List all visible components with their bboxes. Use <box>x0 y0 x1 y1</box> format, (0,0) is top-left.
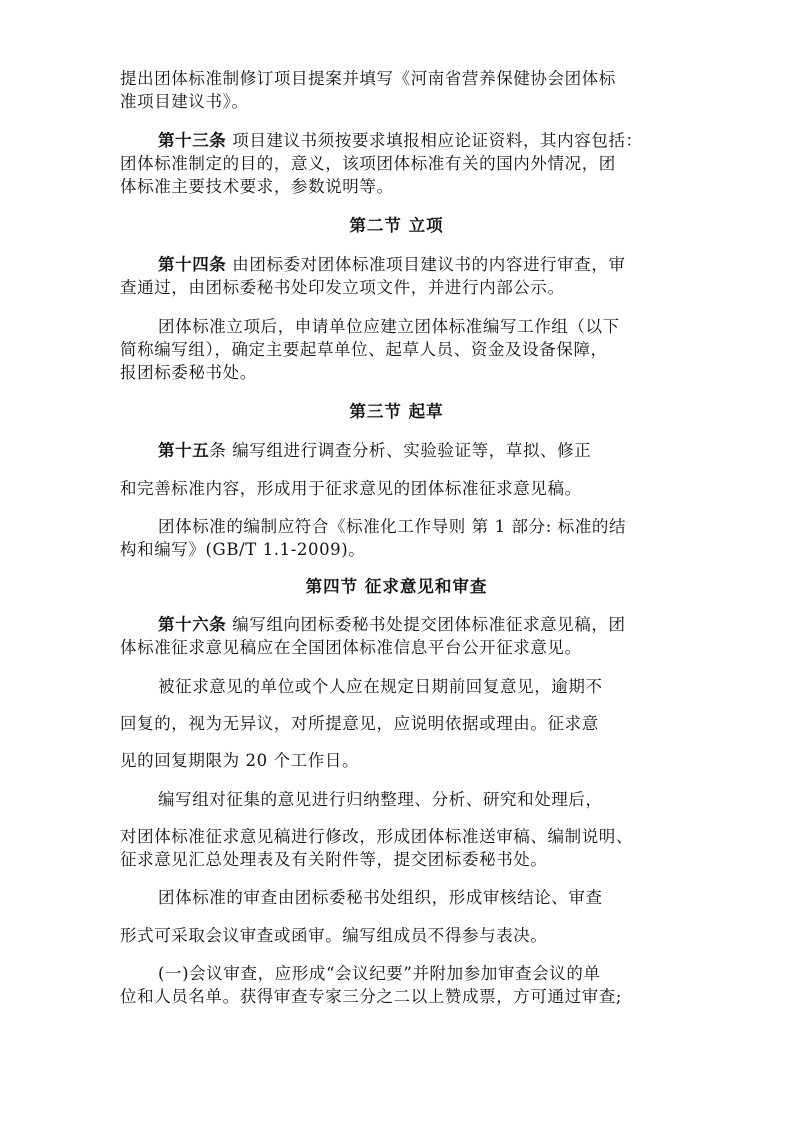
article-text: 项目建议书须按要求填报相应论证资料，其内容包括： <box>226 131 643 150</box>
article-label: 第十四条 <box>158 255 227 274</box>
text-line: 回复的，视为无异议，对所提意见，应说明依据或理由。征求意 <box>120 714 599 733</box>
text-line: 形式可采取会议审查或函审。编写组成员不得参与表决。 <box>120 926 548 945</box>
article-label: 第十六条 <box>158 615 227 634</box>
text-line: 体标准征求意见稿应在全国团体标准信息平台公开征求意见。 <box>120 638 582 657</box>
text-line: (一)会议审查，应形成“会议纪要”并附加参加审查会议的单 <box>158 964 601 983</box>
text-line: 征求意见汇总处理表及有关附件等，提交团标委秘书处。 <box>120 850 548 869</box>
section-heading: 第二节 立项 <box>349 216 444 235</box>
text-line: 构和编写》(GB/T 1.1-2009)。 <box>120 540 366 559</box>
article-14 <box>158 254 626 276</box>
text-line: 被征求意见的单位或个人应在规定日期前回复意见，逾期不 <box>158 677 603 696</box>
text-line: 见的回复期限为 20 个工作日。 <box>120 751 360 770</box>
article-15 <box>158 440 591 462</box>
text-line: 团体标准立项后，申请单位应建立团体标准编写工作组（以下 <box>158 317 620 336</box>
text-line: 团体标准制定的目的，意义，该项团体标准有关的国内外情况，团 <box>120 154 616 173</box>
section-heading: 第四节 征求意见和审查 <box>305 577 488 596</box>
article-text: 编写组向团标委秘书处提交团体标准征求意见稿，团 <box>226 615 626 634</box>
text-line: 位和人员名单。获得审查专家三分之二以上赞成票，方可通过审查; <box>120 987 623 1006</box>
text-line: 对团体标准征求意见稿进行修改，形成团体标准送审稿、编制说明、 <box>120 827 633 846</box>
text-line: 体标准主要技术要求，参数说明等。 <box>120 177 394 196</box>
article-16 <box>158 614 626 636</box>
article-label: 第十三条 <box>158 131 227 150</box>
article-text: 由团标委对团体标准项目建议书的内容进行审查，审 <box>226 255 626 274</box>
text-line: 编写组对征集的意见进行归纳整理、分析、研究和处理后， <box>158 790 603 809</box>
text-line: 简称编写组），确定主要起草单位、起草人员、资金及设备保障， <box>120 340 608 359</box>
section-heading: 第三节 起草 <box>349 402 444 421</box>
article-13 <box>158 130 643 152</box>
text-line: 准项目建议书》。 <box>120 92 249 111</box>
text-line: 报团标委秘书处。 <box>120 363 257 382</box>
text-line: 查通过，由团标委秘书处印发立项文件，并进行内部公示。 <box>120 278 565 297</box>
text-line: 和完善标准内容，形成用于征求意见的团体标准征求意见稿。 <box>120 479 582 498</box>
article-label: 第十五 <box>158 441 210 460</box>
text-line: 团体标准的编制应符合《标准化工作导则 第 1 部分: 标准的结 <box>158 517 627 536</box>
text-line: 团体标准的审查由团标委秘书处组织，形成审核结论、审查 <box>158 888 603 907</box>
article-text: 条 编写组进行调查分析、实验验证等，草拟、修正 <box>209 441 592 460</box>
text-line: 提出团体标准制修订项目提案并填写《河南省营养保健协会团体标 <box>120 69 616 88</box>
